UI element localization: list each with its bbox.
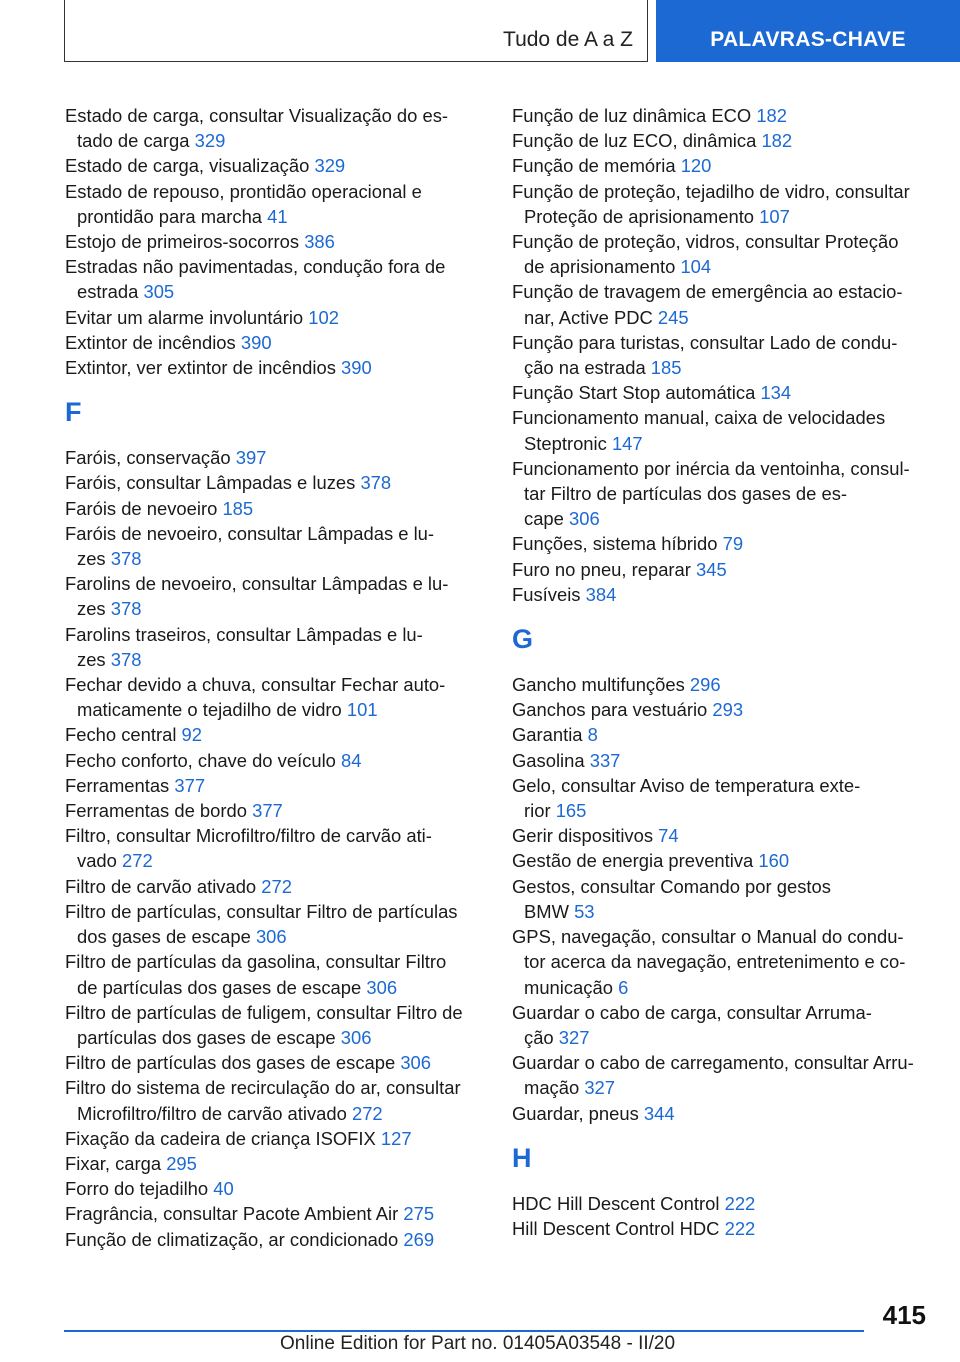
page-reference-link[interactable]: 134 — [760, 382, 792, 404]
index-entry — [65, 1227, 485, 1252]
index-entry-text: Hill Descent Control HDC — [512, 1217, 720, 1239]
index-entry-text: Fecho conforto, chave do veículo — [65, 749, 336, 771]
index-entry — [65, 103, 485, 153]
page-reference-link[interactable]: 182 — [761, 130, 793, 152]
index-entry — [65, 949, 485, 999]
index-entry-text: cape — [524, 508, 564, 530]
index-letter-heading: G — [512, 624, 534, 655]
index-entry — [65, 748, 485, 773]
index-letter-heading: H — [512, 1142, 532, 1173]
index-entry — [65, 798, 485, 823]
index-entry — [65, 622, 485, 672]
page-reference-link[interactable]: 272 — [261, 875, 292, 897]
index-entry-text: Funcionamento por inércia da ventoinha, consul- — [512, 457, 910, 479]
index-entry — [65, 899, 485, 949]
index-entry-text: Função de memória — [512, 155, 676, 177]
index-entry-text: BMW — [524, 900, 569, 922]
page-reference-link[interactable]: 104 — [680, 256, 712, 278]
page-reference-link[interactable]: 329 — [194, 130, 226, 152]
index-entry — [512, 330, 932, 380]
index-entry — [65, 521, 485, 571]
index-entry-text: Forro do tejadilho — [65, 1178, 209, 1200]
index-entry-text: Função de proteção, vidros, consultar Proteção — [512, 231, 899, 253]
index-entry — [65, 1000, 485, 1050]
page-reference-link[interactable]: 377 — [252, 800, 283, 822]
page-reference-link[interactable]: 53 — [574, 900, 595, 922]
page-reference-link[interactable]: 306 — [400, 1052, 432, 1074]
index-entry-text: Função de luz ECO, dinâmica — [512, 130, 757, 152]
index-entry-text: Função de proteção, tejadilho de vidro, consultar — [512, 180, 910, 202]
index-entry-text: Filtro de partículas dos gases de escape — [65, 1052, 396, 1074]
page-header — [0, 0, 960, 64]
index-entry — [512, 582, 932, 607]
index-entry — [512, 773, 932, 823]
page-reference-link[interactable]: 92 — [181, 724, 203, 746]
index-entry-text: zes — [77, 598, 106, 620]
page-reference-link[interactable]: 41 — [267, 205, 288, 227]
index-entry-text: rior — [524, 800, 551, 822]
index-entry — [65, 773, 485, 798]
index-entry — [512, 405, 932, 455]
index-entry-text: Faróis, consultar Lâmpadas e luzes — [65, 472, 356, 494]
index-entry — [65, 305, 485, 330]
page-reference-link[interactable]: 384 — [585, 583, 617, 605]
index-entry-text: Proteção de aprisionamento — [524, 205, 755, 227]
index-entry-text: Fusíveis — [512, 583, 581, 605]
page-reference-link[interactable]: 127 — [380, 1127, 412, 1149]
index-entry — [512, 279, 932, 329]
page-reference-link[interactable]: 306 — [569, 508, 600, 530]
page-reference-link[interactable]: 79 — [722, 533, 744, 555]
index-entry-text: GPS, navegação, consultar o Manual do condu- — [512, 926, 904, 948]
index-entry-text: Farolins de nevoeiro, consultar Lâmpadas e lu- — [65, 573, 449, 595]
index-letter-heading: F — [65, 397, 82, 428]
page-reference-link[interactable]: 306 — [340, 1026, 372, 1048]
page-reference-link[interactable]: 107 — [759, 205, 790, 227]
page-reference-link[interactable]: 40 — [213, 1178, 234, 1200]
index-entry-text: Estojo de primeiros-socorros — [65, 231, 300, 253]
page-reference-link[interactable]: 306 — [255, 926, 287, 948]
page-reference-link[interactable]: 293 — [712, 699, 744, 721]
index-entry-text: Função Start Stop automática — [512, 382, 756, 404]
index-column-left — [65, 103, 485, 1252]
page-reference-link[interactable]: 295 — [166, 1152, 197, 1174]
index-entry-text: Gasolina — [512, 749, 585, 771]
index-entry — [512, 531, 932, 556]
index-entry-text: prontidão para marcha — [77, 205, 263, 227]
page-reference-link[interactable]: 327 — [584, 1077, 616, 1099]
page-reference-link[interactable]: 272 — [122, 850, 153, 872]
index-entry — [512, 1050, 932, 1100]
index-entry-text: Função de luz dinâmica ECO — [512, 105, 752, 126]
page-reference-link[interactable]: 378 — [110, 648, 142, 670]
index-entry-text: Estado de carga, visualização — [65, 155, 310, 177]
index-entry-text: municação — [524, 976, 613, 998]
index-entry — [512, 823, 932, 848]
index-entry — [65, 355, 485, 380]
index-entry-text: mação — [524, 1077, 580, 1099]
index-entry — [512, 1101, 932, 1126]
index-entry — [512, 697, 932, 722]
index-entry — [65, 672, 485, 722]
index-entry-text: Gelo, consultar Aviso de temperatura exte- — [512, 774, 861, 796]
index-entry — [65, 1201, 485, 1226]
index-entry — [65, 445, 485, 470]
page-reference-link[interactable]: 327 — [558, 1026, 590, 1048]
index-entry — [65, 722, 485, 747]
index-entry — [65, 153, 485, 178]
page-reference-link[interactable]: 378 — [360, 472, 392, 494]
page-reference-link[interactable]: 185 — [650, 357, 682, 379]
page-reference-link[interactable]: 390 — [240, 331, 272, 353]
index-entry-text: Filtro de partículas, consultar Filtro de partículas — [65, 900, 458, 922]
index-entry — [512, 672, 932, 697]
index-entry-text: maticamente o tejadilho de vidro — [77, 699, 342, 721]
index-entry — [65, 254, 485, 304]
section-header-box — [64, 0, 648, 62]
index-entry-text: Funções, sistema híbrido — [512, 533, 718, 555]
index-entry-text: Faróis de nevoeiro — [65, 497, 218, 519]
page-reference-link[interactable]: 329 — [314, 155, 346, 177]
index-entry — [512, 103, 932, 128]
page-reference-link[interactable]: 147 — [611, 432, 643, 454]
index-entry-text: nar, Active PDC — [524, 306, 653, 328]
index-entry — [512, 153, 932, 178]
page-reference-link[interactable]: 222 — [724, 1217, 756, 1239]
index-entry-text: Garantia — [512, 724, 583, 746]
index-entry-text: Extintor, ver extintor de incêndios — [65, 357, 336, 379]
index-entry-text: Filtro de carvão ativado — [65, 875, 257, 897]
index-entry-text: Farolins traseiros, consultar Lâmpadas e lu- — [65, 623, 423, 645]
index-entry-text: Estradas não pavimentadas, condução fora de — [65, 256, 446, 278]
index-entry-text: Função para turistas, consultar Lado de condu- — [512, 331, 898, 353]
page-reference-link[interactable]: 245 — [657, 306, 689, 328]
index-entry-text: Guardar, pneus — [512, 1102, 639, 1124]
page-reference-link[interactable]: 102 — [308, 306, 339, 328]
page-reference-link[interactable]: 120 — [680, 155, 712, 177]
index-entry-text: ção — [524, 1026, 554, 1048]
index-entry-text: Ferramentas — [65, 774, 170, 796]
page-reference-link[interactable]: 272 — [351, 1102, 383, 1124]
page-reference-link[interactable]: 275 — [403, 1203, 435, 1225]
page-reference-link[interactable]: 269 — [403, 1228, 435, 1250]
footer-edition-text: Online Edition for Part no. 01405A03548 - II/20 — [280, 1333, 676, 1354]
index-entry-text: Fixação da cadeira de criança ISOFIX — [65, 1127, 376, 1149]
index-entry-text: Steptronic — [524, 432, 607, 454]
page-reference-link[interactable]: 185 — [222, 497, 254, 519]
index-entry-text: de aprisionamento — [524, 256, 676, 278]
index-entry-text: Extintor de incêndios — [65, 331, 236, 353]
index-entry-text: Fecho central — [65, 724, 177, 746]
index-entry — [65, 1126, 485, 1151]
page-reference-link[interactable]: 397 — [235, 447, 267, 469]
page-reference-link[interactable]: 344 — [643, 1102, 675, 1124]
page-reference-link[interactable]: 306 — [366, 976, 398, 998]
index-entry-text: Faróis de nevoeiro, consultar Lâmpadas e lu- — [65, 522, 435, 544]
section-title: Tudo de A a Z — [503, 28, 633, 51]
index-entry-text: tado de carga — [77, 130, 190, 152]
page-reference-link[interactable]: 390 — [341, 357, 372, 379]
index-entry-text: Faróis, conservação — [65, 447, 231, 469]
index-entry-text: ção na estrada — [524, 357, 646, 379]
index-entry-text: Filtro de partículas de fuligem, consultar Filtro de — [65, 1001, 463, 1023]
index-entry-text: Evitar um alarme involuntário — [65, 306, 304, 328]
index-entry-text: tar Filtro de partículas dos gases de es- — [524, 483, 848, 505]
index-entry — [512, 924, 932, 1000]
index-entry-text: Funcionamento manual, caixa de velocidades — [512, 407, 886, 429]
footer-divider — [64, 1330, 864, 1332]
page-number: 415 — [882, 1300, 926, 1330]
index-entry-text: Ganchos para vestuário — [512, 699, 708, 721]
page-reference-link[interactable]: 165 — [555, 800, 587, 822]
index-entry-text: Ferramentas de bordo — [65, 800, 247, 822]
index-entry-text: Função de climatização, ar condicionado — [65, 1228, 399, 1250]
index-entry-text: Gerir dispositivos — [512, 825, 654, 847]
index-entry-text: tor acerca da navegação, entretenimento e co- — [524, 951, 906, 973]
index-entry-text: Estado de carga, consultar Visualização do es- — [65, 105, 449, 126]
index-entry-text: partículas dos gases de escape — [77, 1026, 336, 1048]
index-entry-text: zes — [77, 548, 106, 570]
index-entry-text: Fechar devido a chuva, consultar Fechar auto- — [65, 674, 446, 696]
index-entry-text: Função de travagem de emergência ao estacio- — [512, 281, 903, 303]
page-reference-link[interactable]: 305 — [143, 281, 175, 303]
page-reference-link[interactable]: 377 — [174, 774, 206, 796]
index-entry-text: zes — [77, 648, 106, 670]
index-entry — [512, 380, 932, 405]
page-reference-link[interactable]: 222 — [724, 1192, 756, 1214]
index-entry — [65, 1176, 485, 1201]
index-entry-text: Furo no pneu, reparar — [512, 558, 691, 580]
index-entry — [65, 1050, 485, 1075]
page-reference-link[interactable]: 160 — [758, 850, 790, 872]
index-entry — [65, 874, 485, 899]
index-entry — [512, 128, 932, 153]
index-entry — [65, 1075, 485, 1125]
index-entry-text: Gancho multifunções — [512, 674, 685, 696]
index-entry — [512, 179, 932, 229]
page-reference-link[interactable]: 84 — [341, 749, 362, 771]
index-entry — [512, 722, 932, 747]
page-reference-link[interactable]: 182 — [756, 105, 788, 126]
index-entry — [512, 748, 932, 773]
page-reference-link[interactable]: 345 — [696, 558, 727, 580]
index-entry — [65, 179, 485, 229]
index-entry — [512, 874, 932, 924]
index-entry-text: Gestão de energia preventiva — [512, 850, 754, 872]
page-reference-link[interactable]: 378 — [110, 548, 142, 570]
index-entry-text: estrada — [77, 281, 139, 303]
page-reference-link[interactable]: 296 — [689, 674, 721, 696]
index-entry-text: Filtro, consultar Microfiltro/filtro de carvão ati- — [65, 825, 432, 847]
index-entry-text: dos gases de escape — [77, 926, 251, 948]
page-reference-link[interactable]: 337 — [589, 749, 621, 771]
index-entry — [65, 470, 485, 495]
index-entry — [512, 557, 932, 582]
index-entry — [512, 1191, 932, 1216]
page-reference-link[interactable]: 386 — [304, 231, 335, 253]
page-reference-link[interactable]: 6 — [618, 976, 629, 998]
index-entry-text: Microfiltro/filtro de carvão ativado — [77, 1102, 347, 1124]
keywords-tab[interactable]: PALAVRAS-CHAVE — [656, 0, 960, 62]
index-entry — [512, 1216, 932, 1241]
index-column-right — [512, 103, 932, 1241]
index-entry-text: Filtro do sistema de recirculação do ar, consultar — [65, 1077, 461, 1099]
page-reference-link[interactable]: 378 — [110, 598, 142, 620]
index-entry-text: Guardar o cabo de carga, consultar Arruma- — [512, 1001, 872, 1023]
page-reference-link[interactable]: 101 — [346, 699, 378, 721]
index-entry — [65, 823, 485, 873]
index-entry-text: Guardar o cabo de carregamento, consultar Arru- — [512, 1052, 914, 1074]
index-entry — [65, 496, 485, 521]
index-entry — [65, 330, 485, 355]
index-entry — [512, 1000, 932, 1050]
page-reference-link[interactable]: 74 — [658, 825, 679, 847]
index-entry — [65, 571, 485, 621]
index-entry — [512, 229, 932, 279]
index-entry-text: HDC Hill Descent Control — [512, 1192, 720, 1214]
index-entry — [512, 456, 932, 532]
index-entry-text: de partículas dos gases de escape — [77, 976, 362, 998]
index-entry-text: Fragrância, consultar Pacote Ambient Air — [65, 1203, 399, 1225]
index-entry — [512, 848, 932, 873]
index-entry-text: Filtro de partículas da gasolina, consultar Filtro — [65, 951, 447, 973]
page-reference-link[interactable]: 8 — [587, 724, 598, 746]
index-entry-text: Gestos, consultar Comando por gestos — [512, 875, 831, 897]
index-entry — [65, 229, 485, 254]
index-entry — [65, 1151, 485, 1176]
index-entry-text: Estado de repouso, prontidão operacional e — [65, 180, 422, 202]
index-entry-text: vado — [77, 850, 117, 872]
index-entry-text: Fixar, carga — [65, 1152, 162, 1174]
